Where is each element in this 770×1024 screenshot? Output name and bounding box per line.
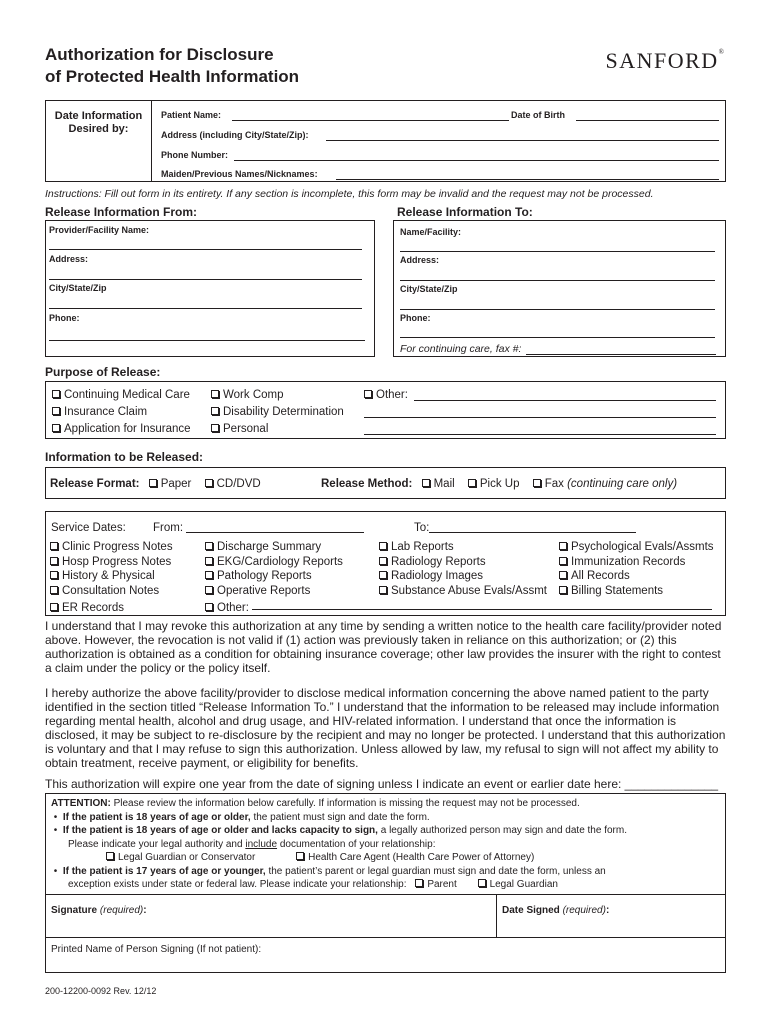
dob-field[interactable] [576,120,719,121]
svc-all-records[interactable] [559,569,714,584]
date-signed-required: (required) [562,905,606,916]
format-cd-label: CD/DVD [216,478,261,490]
purpose-col2 [211,388,344,439]
svc-operative[interactable] [205,584,343,601]
bullet-2-include: include [245,838,278,850]
printed-name-field[interactable] [46,938,725,972]
expiration-paragraph: This authorization will expire one year from the date of signing unless I indicate an event or earlier date here: ______________ [45,777,719,791]
checkbox-icon[interactable] [52,407,60,415]
services-col3 [379,540,547,601]
revocation-paragraph: I understand that I may revoke this authorization at any time by sending a written notice to the health care facility/provider noted above. However, the revocation is not valid if (1) action was previously taken in reliance on this authorization; or (2) this authorization is obtained as a condition for obtaining insurance coverage; other law provides the insurer with the right to contest a claim under the policy or the policy itself. [45,619,722,675]
release-from-box [45,220,375,357]
attention-box [45,793,726,973]
checkbox-icon[interactable] [149,479,157,487]
from-address-label: Address: [49,254,89,264]
services-col4 [559,540,714,601]
opt-legal-guardian-conservator[interactable] [106,852,255,863]
release-to-box [393,220,726,357]
purpose-personal[interactable] [211,422,344,439]
from-city-label: City/State/Zip [49,283,107,293]
patient-box-divider [151,101,152,181]
attention-label: ATTENTION: [51,798,111,809]
format-cd[interactable] [205,478,261,490]
svc-other[interactable] [205,601,343,616]
logo-text: SANF [605,48,668,73]
purpose-heading: Purpose of Release: [45,365,161,379]
purpose-insurance-claim[interactable] [52,405,191,422]
svc-hosp-progress[interactable] [50,555,173,570]
release-format-box [45,467,726,499]
svc-operative-label: Operative Reports [217,584,311,597]
bullet-3-line2: exception exists under state or federal law. Please indicate your relationship: [68,879,407,890]
method-mail[interactable] [422,478,455,490]
attention-bullet-2: • If the patient is 18 years of age or older and lacks capacity to sign, a legally authorized person may sign and date the form. [51,825,627,836]
attention-bullet-2-line2 [51,838,723,852]
signature-label-text: Signature [51,905,98,916]
purpose-disability-label: Disability Determination [223,406,344,418]
fax-label: For continuing care, fax #: [400,343,522,355]
svc-radiology-reports[interactable] [379,555,547,570]
form-number: 200-12200-0092 Rev. 12/12 [45,986,157,996]
date-signed-field[interactable] [497,895,725,937]
purpose-application-insurance[interactable] [52,422,191,439]
address-label: Address (including City/State/Zip): [161,130,309,140]
bullet-1-bold: If the patient is 18 years of age or older, [62,811,251,823]
provider-name-field[interactable] [49,249,362,250]
checkbox-icon[interactable] [50,542,58,550]
purpose-other[interactable] [364,388,408,402]
purpose-work-comp-label: Work Comp [223,389,284,401]
attention-intro: Please review the information below carefully. If information is missing the request may not be processed. [113,798,580,809]
format-paper[interactable] [149,478,192,490]
checkbox-icon[interactable] [205,542,213,550]
checkbox-icon[interactable] [205,571,213,579]
instructions-text: Instructions: Fill out form in its entirety. If any section is incomplete, this form may be invalid and the request may not be processed. [45,188,654,200]
checkbox-icon[interactable] [52,424,60,432]
fax-note: (continuing care only) [567,478,678,490]
form-title-line2: of Protected Health Information [45,67,300,86]
bullet-2-bold: If the patient is 18 years of age or older and lacks capacity to sign, [62,825,378,836]
attention-bullet-3: • If the patient is 17 years of age or younger, the patient’s parent or legal guardian must sign and date the form, unless an [51,865,606,877]
checkbox-icon[interactable] [106,852,114,860]
svc-discharge[interactable] [205,540,343,555]
purpose-box [45,381,726,439]
svc-substance-abuse-label: Substance Abuse Evals/Assmt [391,584,547,597]
services-col2 [205,540,343,615]
method-fax[interactable] [533,478,677,490]
patient-info-box [45,100,726,182]
checkbox-icon[interactable] [50,571,58,579]
authorization-paragraph: I hereby authorize the above facility/provider to disclose medical information concerning the above named patient to the party identified in the section titled “Release Information To.” I understand that the information to be released may include information regarding mental health, alcohol and drug usage, and HIV-related information. I understand that once the information is disclosed, it may be subject to re-disclosure by the recipient and may no longer be protected. I understand that this authorization is voluntary and that I may refuse to sign this authorization. Unless allowed by law, my refusal to sign will not affect my ability to obtain treatment, receive payment, or eligibility for benefits. [45,686,726,770]
date-signed-label: Date Signed (required): [502,905,610,916]
purpose-personal-label: Personal [223,423,269,435]
attention-bullet-1: • If the patient is 18 years of age or older, the patient must sign and date the form. [51,811,430,823]
attention-bullet-3-line2 [51,878,723,892]
opt-agent-label: Health Care Agent (Health Care Power of Attorney) [308,852,535,863]
info-heading: Information to be Released: [45,450,204,464]
opt-guardian-label: Legal Guardian or Conservator [118,852,256,863]
checkbox-icon[interactable] [379,557,387,565]
logo-o: O [667,48,686,73]
svc-pathology-label: Pathology Reports [217,570,312,582]
svc-history-physical-label: History & Physical [62,570,155,582]
checkbox-icon[interactable] [211,407,219,415]
method-fax-label: Fax [544,478,564,490]
svc-lab[interactable] [379,540,547,555]
to-name-label: Name/Facility: [400,227,462,237]
date-signed-label-text: Date Signed [502,905,560,916]
purpose-other-line-2[interactable] [364,417,716,418]
from-phone-label: Phone: [49,313,80,323]
svc-discharge-label: Discharge Summary [217,541,322,553]
release-format-row [50,477,261,491]
checkbox-icon[interactable] [468,479,476,487]
service-from-label: From: [153,522,184,534]
date-info-label-2: Desired by: [68,123,129,135]
release-from-heading: Release Information From: [45,205,198,219]
checkbox-icon[interactable] [205,586,213,594]
date-info-label-1: Date Information [54,110,143,122]
checkbox-icon[interactable] [559,557,567,565]
checkbox-icon[interactable] [559,542,567,550]
svc-ekg[interactable] [205,555,343,570]
checkbox-icon[interactable] [50,557,58,565]
checkbox-icon[interactable] [478,879,486,887]
svc-ekg-label: EKG/Cardiology Reports [217,555,343,568]
attention-bullet-2-options [51,851,723,865]
checkbox-icon[interactable] [379,571,387,579]
date-info-label [46,110,151,136]
checkbox-icon[interactable] [50,586,58,594]
checkbox-icon[interactable] [559,586,567,594]
svc-billing[interactable] [559,584,714,601]
purpose-continuing-care[interactable] [52,388,191,405]
svc-immunization[interactable] [559,555,714,570]
purpose-insurance-claim-label: Insurance Claim [64,406,148,418]
release-to-heading: Release Information To: [397,205,533,219]
patient-name-label: Patient Name: [161,110,222,120]
phone-label: Phone Number: [161,150,229,160]
purpose-other-label: Other: [376,389,408,401]
svc-clinic-progress-label: Clinic Progress Notes [62,541,173,553]
opt-health-care-agent[interactable] [296,852,534,863]
dob-label: Date of Birth [511,110,565,120]
sanford-logo [605,48,724,74]
to-address-field[interactable] [400,280,715,281]
form-title [45,44,299,88]
services-col1 [50,540,173,615]
logo-registered-mark: ® [718,48,724,56]
bullet-2-line2b: documentation of your relationship: [279,838,436,850]
release-method-row [321,477,677,491]
signature-label: Signature (required): [51,905,147,916]
checkbox-icon[interactable] [379,542,387,550]
purpose-col1 [52,388,191,439]
method-pickup-label: Pick Up [479,478,520,490]
checkbox-icon[interactable] [205,603,213,611]
maiden-field[interactable] [336,179,719,180]
svc-hosp-progress-label: Hosp Progress Notes [62,555,172,568]
bullet-2-rest: a legally authorized person may sign and date the form. [380,825,627,836]
checkbox-icon[interactable] [559,571,567,579]
opt-parent-label: Parent [427,879,457,890]
service-from-field[interactable] [186,532,364,533]
svc-psych[interactable] [559,540,714,555]
opt-legal-label: Legal Guardian [489,879,558,890]
checkbox-icon[interactable] [364,390,372,398]
fax-field[interactable] [526,354,716,355]
attention-content [51,797,723,892]
svc-er-records-label: ER Records [62,601,124,614]
checkbox-icon[interactable] [296,852,304,860]
from-address-field[interactable] [49,279,362,280]
format-paper-label: Paper [160,478,192,490]
opt-parent[interactable] [415,879,456,890]
attention-intro-line [51,797,723,811]
purpose-other-line-3[interactable] [364,434,716,435]
release-format-label: Release Format: [50,478,140,490]
purpose-work-comp[interactable] [211,388,344,405]
to-city-field[interactable] [400,309,715,310]
maiden-label: Maiden/Previous Names/Nicknames: [161,169,318,179]
logo-tail: RD [685,48,719,73]
signature-required: (required) [99,905,144,916]
from-city-field[interactable] [49,308,362,309]
checkbox-icon[interactable] [211,390,219,398]
svc-substance-abuse[interactable] [379,584,547,601]
svc-all-records-label: All Records [571,570,630,582]
svc-other-field[interactable] [252,609,712,610]
checkbox-icon[interactable] [415,879,423,887]
to-phone-field[interactable] [400,337,715,338]
opt-legal-guardian[interactable] [478,879,558,890]
service-to-label: To: [414,522,430,534]
bullet-3-rest: the patient’s parent or legal guardian must sign and date the form, unless an [268,865,606,877]
checkbox-icon[interactable] [533,479,541,487]
checkbox-icon[interactable] [211,424,219,432]
bullet-1-rest: the patient must sign and date the form. [253,811,430,823]
checkbox-icon[interactable] [422,479,430,487]
svc-immunization-label: Immunization Records [571,555,686,568]
svc-clinic-progress[interactable] [50,540,173,555]
method-mail-label: Mail [433,478,455,490]
method-pickup[interactable] [468,478,520,490]
svc-other-label: Other: [217,601,249,614]
checkbox-icon[interactable] [52,390,60,398]
checkbox-icon[interactable] [205,479,213,487]
svc-lab-label: Lab Reports [391,541,454,553]
printed-name-label: Printed Name of Person Signing (If not patient): [51,944,262,955]
purpose-other-line-1[interactable] [414,400,716,401]
svc-history-physical[interactable] [50,569,173,584]
svc-consultation[interactable] [50,584,173,601]
svc-psych-label: Psychological Evals/Assmts [571,541,714,553]
svc-radiology-images-label: Radiology Images [391,570,484,582]
svc-consultation-label: Consultation Notes [62,584,160,597]
purpose-disability[interactable] [211,405,344,422]
from-phone-field[interactable] [49,340,365,341]
services-box [45,511,726,616]
address-field[interactable] [326,140,719,141]
purpose-application-insurance-label: Application for Insurance [64,423,191,435]
patient-name-field[interactable] [232,120,509,121]
purpose-continuing-care-label: Continuing Medical Care [64,389,190,401]
service-dates-label: Service Dates: [51,522,126,534]
to-address-label: Address: [400,255,440,265]
provider-name-label: Provider/Facility Name: [49,225,150,235]
svc-er-records[interactable] [50,601,173,616]
bullet-2-line2a: Please indicate your legal authority and [68,838,243,850]
svc-radiology-images[interactable] [379,569,547,584]
svc-pathology[interactable] [205,569,343,584]
phone-field[interactable] [234,160,719,161]
to-phone-label: Phone: [400,313,431,323]
checkbox-icon[interactable] [50,603,58,611]
checkbox-icon[interactable] [205,557,213,565]
to-city-label: City/State/Zip [400,284,458,294]
bullet-3-bold: If the patient is 17 years of age or younger, [62,865,266,877]
svc-radiology-reports-label: Radiology Reports [391,555,486,568]
svc-billing-label: Billing Statements [571,584,664,597]
service-to-field[interactable] [429,532,636,533]
checkbox-icon[interactable] [379,586,387,594]
to-name-field[interactable] [400,251,715,252]
form-title-line1: Authorization for Disclosure [45,45,274,64]
release-method-label: Release Method: [321,478,413,490]
signature-field[interactable] [46,895,496,937]
